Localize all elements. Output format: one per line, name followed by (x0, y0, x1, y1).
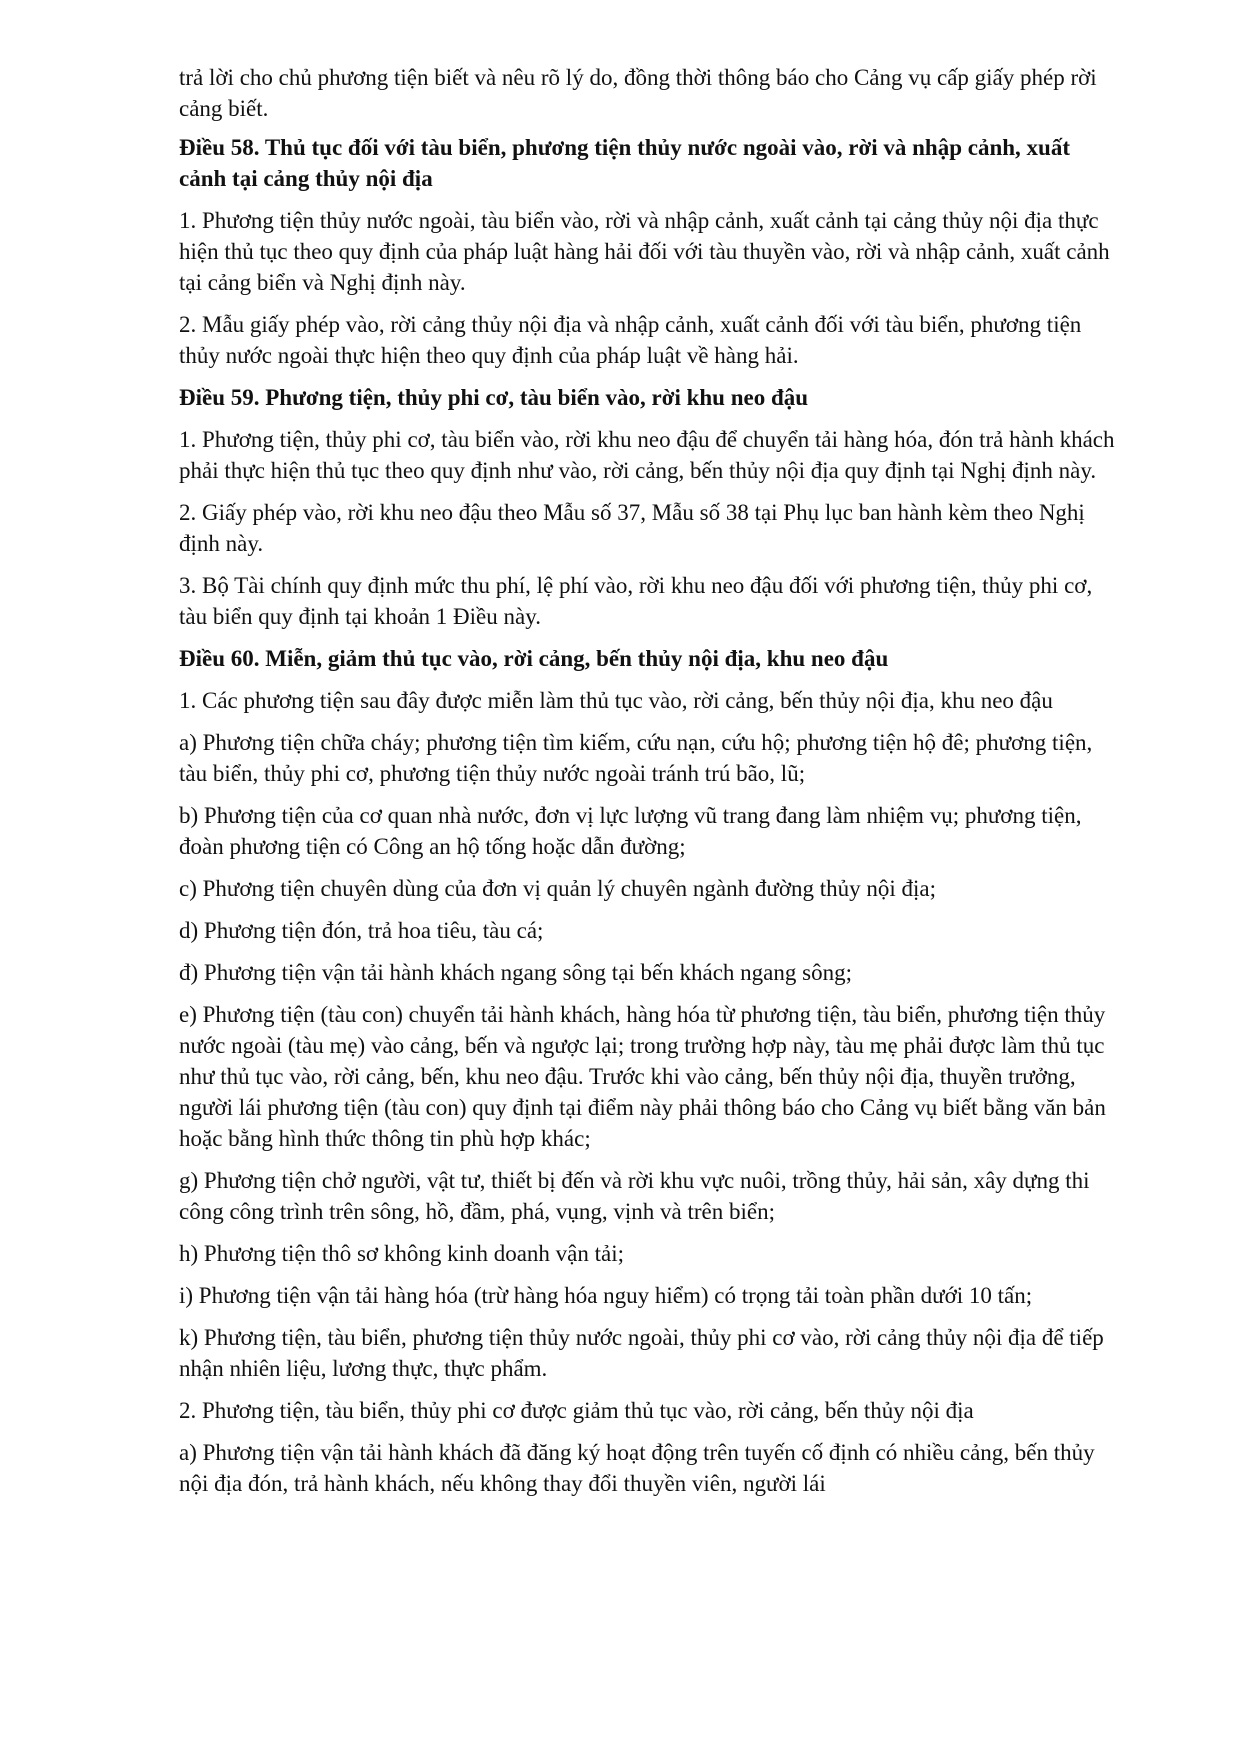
article-59-clause-3: 3. Bộ Tài chính quy định mức thu phí, lệ phí vào, rời khu neo đậu đối với phương tiện, thủy phi cơ, tàu biển quy định tại khoản 1 Điều này. (179, 573, 1093, 629)
document-page (179, 62, 1119, 1510)
article-59-clause-1: 1. Phương tiện, thủy phi cơ, tàu biển vào, rời khu neo đậu để chuyển tải hàng hóa, đón trả hành khách phải thực hiện thủ tục theo quy định như vào, rời cảng, bến thủy nội địa quy định tại Nghị định này. (179, 427, 1115, 483)
article-60-clause-2-point-a: a) Phương tiện vận tải hành khách đã đăng ký hoạt động trên tuyến cố định có nhiều cảng, bến thủy nội địa đón, trả hành khách, nếu không thay đổi thuyền viên, người lái (179, 1440, 1095, 1496)
article-60-point-i: i) Phương tiện vận tải hàng hóa (trừ hàng hóa nguy hiểm) có trọng tải toàn phần dưới 10 tấn; (179, 1283, 1033, 1308)
article-60-point-e: e) Phương tiện (tàu con) chuyển tải hành khách, hàng hóa từ phương tiện, tàu biển, phương tiện thủy nước ngoài (tàu mẹ) vào cảng, bến và ngược lại; trong trường hợp này, tàu mẹ phải được làm thủ tục như thủ tục vào, rời cảng, bến, khu neo đậu. Trước khi vào cảng, bến thủy nội địa, thuyền trưởng, người lái phương tiện (tàu con) quy định tại điểm này phải thông báo cho Cảng vụ biết bằng văn bản hoặc bằng hình thức thông tin phù hợp khác; (179, 1002, 1106, 1151)
article-60-clause-2: 2. Phương tiện, tàu biển, thủy phi cơ được giảm thủ tục vào, rời cảng, bến thủy nội địa (179, 1398, 974, 1423)
article-60-point-b: b) Phương tiện của cơ quan nhà nước, đơn vị lực lượng vũ trang đang làm nhiệm vụ; phương tiện, đoàn phương tiện có Công an hộ tống hoặc dẫn đường; (179, 803, 1082, 859)
article-60-point-h: h) Phương tiện thô sơ không kinh doanh vận tải; (179, 1241, 625, 1266)
article-58-heading: Điều 58. Thủ tục đối với tàu biển, phương tiện thủy nước ngoài vào, rời và nhập cảnh, xuất cảnh tại cảng thủy nội địa (179, 135, 1070, 191)
article-58-clause-1: 1. Phương tiện thủy nước ngoài, tàu biển vào, rời và nhập cảnh, xuất cảnh tại cảng thủy nội địa thực hiện thủ tục theo quy định của pháp luật hàng hải đối với tàu thuyền vào, rời và nhập cảnh, xuất cảnh tại cảng biển và Nghị định này. (179, 208, 1110, 295)
article-60-point-d: d) Phương tiện đón, trả hoa tiêu, tàu cá; (179, 918, 544, 943)
article-59-heading: Điều 59. Phương tiện, thủy phi cơ, tàu biển vào, rời khu neo đậu (179, 385, 809, 410)
article-60-point-g: g) Phương tiện chở người, vật tư, thiết bị đến và rời khu vực nuôi, trồng thủy, hải sản, xây dựng thi công công trình trên sông, hồ, đầm, phá, vụng, vịnh và trên biển; (179, 1168, 1090, 1224)
article-59-clause-2: 2. Giấy phép vào, rời khu neo đậu theo Mẫu số 37, Mẫu số 38 tại Phụ lục ban hành kèm theo Nghị định này. (179, 500, 1085, 556)
article-60-point-c: c) Phương tiện chuyên dùng của đơn vị quản lý chuyên ngành đường thủy nội địa; (179, 876, 937, 901)
article-60-point-dd: đ) Phương tiện vận tải hành khách ngang sông tại bến khách ngang sông; (179, 960, 852, 985)
article-60-point-a: a) Phương tiện chữa cháy; phương tiện tìm kiếm, cứu nạn, cứu hộ; phương tiện hộ đê; phương tiện, tàu biển, thủy phi cơ, phương tiện thủy nước ngoài tránh trú bão, lũ; (179, 730, 1093, 786)
article-60-point-k: k) Phương tiện, tàu biển, phương tiện thủy nước ngoài, thủy phi cơ vào, rời cảng thủy nội địa để tiếp nhận nhiên liệu, lương thực, thực phẩm. (179, 1325, 1104, 1381)
article-60-clause-1: 1. Các phương tiện sau đây được miễn làm thủ tục vào, rời cảng, bến thủy nội địa, khu neo đậu (179, 688, 1053, 713)
article-58-clause-2: 2. Mẫu giấy phép vào, rời cảng thủy nội địa và nhập cảnh, xuất cảnh đối với tàu biển, phương tiện thủy nước ngoài thực hiện theo quy định của pháp luật về hàng hải. (179, 312, 1082, 368)
paragraph-continuation: trả lời cho chủ phương tiện biết và nêu rõ lý do, đồng thời thông báo cho Cảng vụ cấp giấy phép rời cảng biết. (179, 65, 1097, 121)
article-60-heading: Điều 60. Miễn, giảm thủ tục vào, rời cảng, bến thủy nội địa, khu neo đậu (179, 646, 889, 671)
